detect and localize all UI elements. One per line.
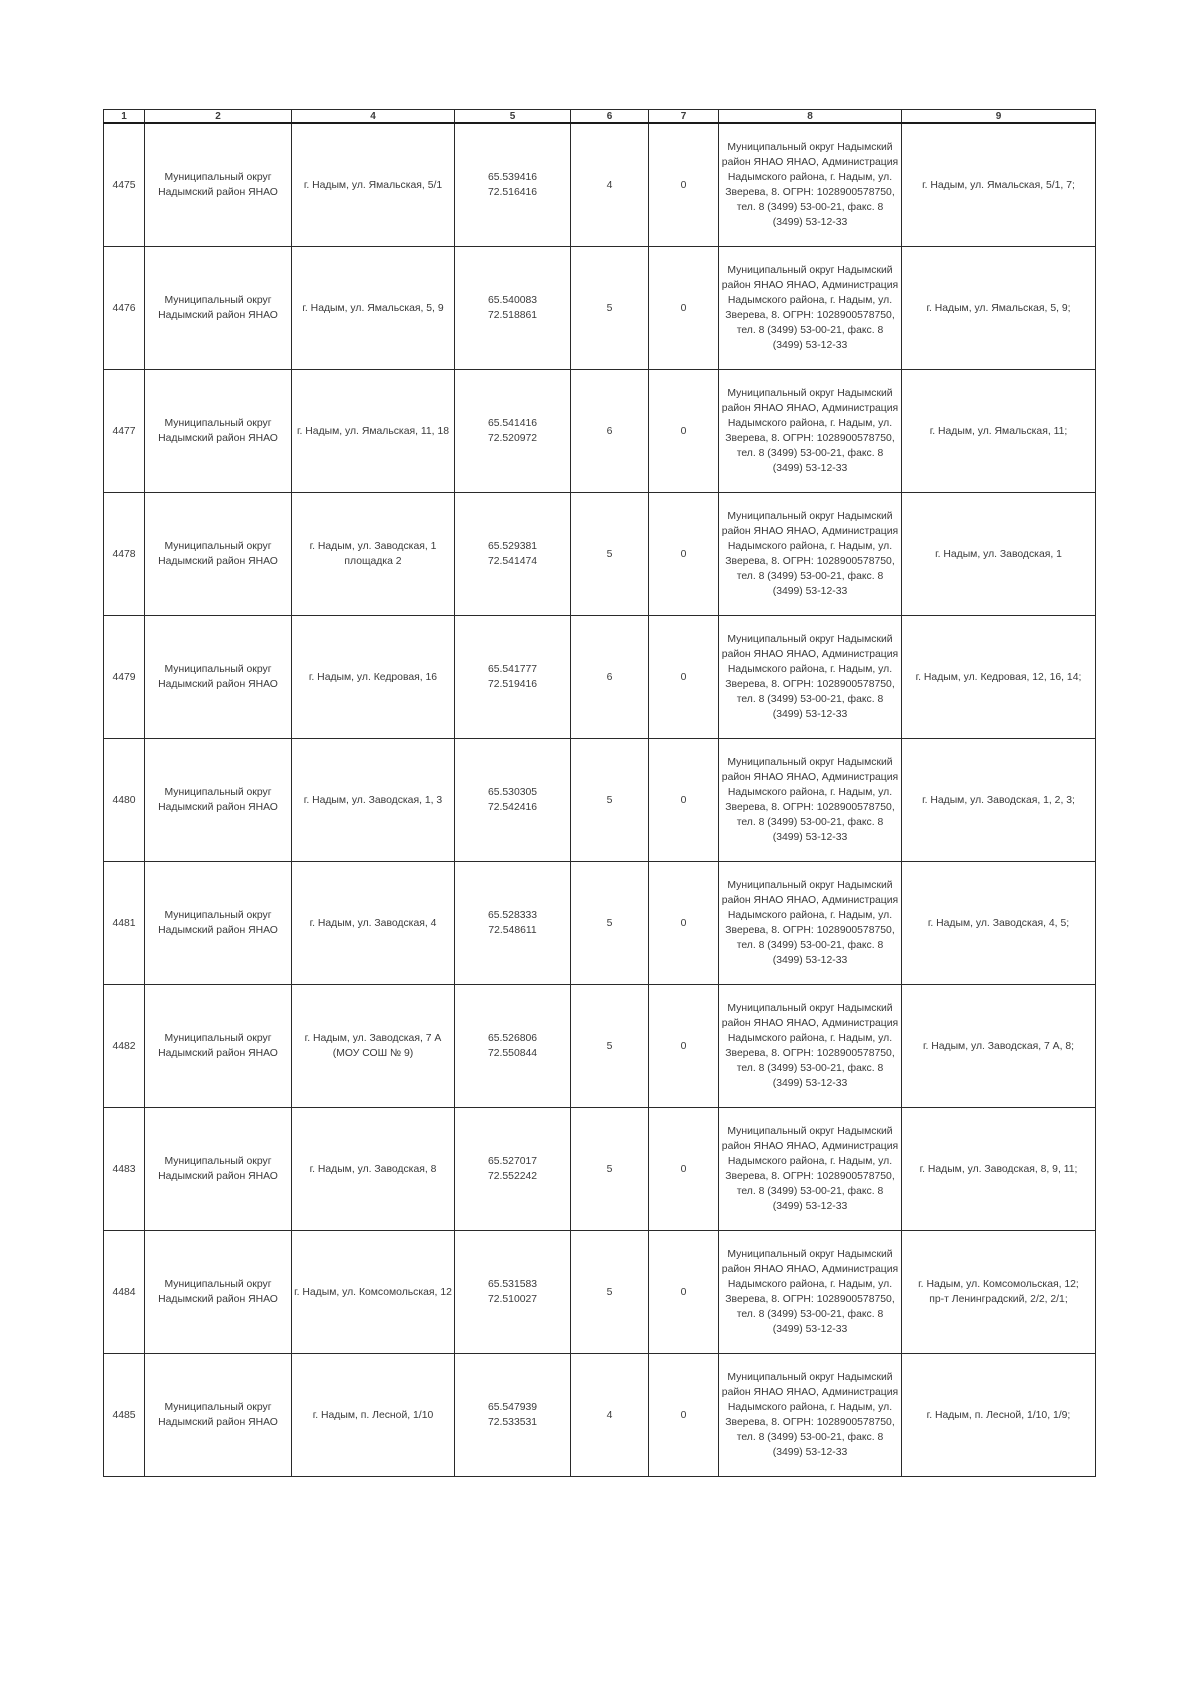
latitude: 65.540083 — [487, 295, 538, 306]
table-row — [104, 739, 1096, 862]
sources-cell — [902, 616, 1096, 739]
sources-text: г. Надым, ул. Комсомольская, 12; пр-т Ленинградский, 2/2, 2/1; — [918, 1279, 1079, 1305]
container-count-cell: 5 — [571, 1231, 649, 1354]
container-count-cell: 5 — [571, 985, 649, 1108]
sources-cell — [902, 739, 1096, 862]
row-number-cell: 4482 — [104, 985, 145, 1108]
address-cell: г. Надым, ул. Ямальская, 5, 9 — [292, 247, 455, 370]
volume-cell: 0 — [649, 1231, 719, 1354]
longitude: 72.552242 — [487, 1171, 538, 1182]
table-row — [104, 370, 1096, 493]
table-row — [104, 247, 1096, 370]
header-row — [104, 110, 1096, 124]
organization-cell: Муниципальный округ Надымский район ЯНАО ЯНАО, Администрация Надымского района, г. Надым, ул. Зверева, 8. ОГРН: 1028900578750, тел. 8 (3499) 53-00-21, факс. 8 (3499) 53-12-33 — [719, 616, 902, 739]
owner-cell: Муниципальный округ Надымский район ЯНАО — [145, 370, 292, 493]
row-number-cell: 4484 — [104, 1231, 145, 1354]
sources-text: г. Надым, ул. Ямальская, 5, 9; — [926, 302, 1071, 314]
sources-cell — [902, 123, 1096, 247]
longitude: 72.548611 — [488, 925, 537, 936]
sources-text: г. Надым, п. Лесной, 1/10, 1/9; — [926, 1409, 1071, 1421]
column-header: 5 — [455, 110, 571, 124]
longitude: 72.520972 — [487, 433, 538, 444]
organization-cell: Муниципальный округ Надымский район ЯНАО ЯНАО, Администрация Надымского района, г. Надым, ул. Зверева, 8. ОГРН: 1028900578750, тел. 8 (3499) 53-00-21, факс. 8 (3499) 53-12-33 — [719, 1354, 902, 1477]
longitude: 72.518861 — [487, 310, 538, 321]
coordinates-cell — [455, 1108, 571, 1231]
organization-cell: Муниципальный округ Надымский район ЯНАО ЯНАО, Администрация Надымского района, г. Надым, ул. Зверева, 8. ОГРН: 1028900578750, тел. 8 (3499) 53-00-21, факс. 8 (3499) 53-12-33 — [719, 247, 902, 370]
latitude: 65.528333 — [487, 910, 538, 921]
latitude: 65.526806 — [487, 1033, 538, 1044]
address-cell: г. Надым, ул. Кедровая, 16 — [292, 616, 455, 739]
latitude: 65.529381 — [487, 541, 538, 552]
longitude: 72.550844 — [487, 1048, 538, 1059]
registry-table — [103, 109, 1096, 1477]
organization-cell: Муниципальный округ Надымский район ЯНАО ЯНАО, Администрация Надымского района, г. Надым, ул. Зверева, 8. ОГРН: 1028900578750, тел. 8 (3499) 53-00-21, факс. 8 (3499) 53-12-33 — [719, 123, 902, 247]
coordinates-cell — [455, 370, 571, 493]
owner-cell: Муниципальный округ Надымский район ЯНАО — [145, 1231, 292, 1354]
container-count-cell: 6 — [571, 616, 649, 739]
volume-cell: 0 — [649, 739, 719, 862]
table-row — [104, 862, 1096, 985]
address-cell: г. Надым, ул. Заводская, 1, 3 — [292, 739, 455, 862]
owner-cell: Муниципальный округ Надымский район ЯНАО — [145, 985, 292, 1108]
container-count-cell: 5 — [571, 739, 649, 862]
latitude: 65.527017 — [487, 1156, 538, 1167]
container-count-cell: 5 — [571, 862, 649, 985]
sources-cell — [902, 985, 1096, 1108]
volume-cell: 0 — [649, 1354, 719, 1477]
coordinates-cell — [455, 493, 571, 616]
column-header: 8 — [719, 110, 902, 124]
container-count-cell: 5 — [571, 247, 649, 370]
address-cell: г. Надым, ул. Заводская, 7 А (МОУ СОШ № 9) — [292, 985, 455, 1108]
coordinates-cell — [455, 985, 571, 1108]
longitude: 72.510027 — [487, 1294, 538, 1305]
address-cell: г. Надым, ул. Заводская, 4 — [292, 862, 455, 985]
address-cell: г. Надым, ул. Комсомольская, 12 — [292, 1231, 455, 1354]
table-row — [104, 493, 1096, 616]
volume-cell: 0 — [649, 616, 719, 739]
owner-cell: Муниципальный округ Надымский район ЯНАО — [145, 862, 292, 985]
longitude: 72.516416 — [487, 187, 538, 198]
latitude: 65.541777 — [487, 664, 538, 675]
latitude: 65.541416 — [487, 418, 538, 429]
table-row — [104, 1354, 1096, 1477]
owner-cell: Муниципальный округ Надымский район ЯНАО — [145, 1108, 292, 1231]
owner-cell: Муниципальный округ Надымский район ЯНАО — [145, 1354, 292, 1477]
table-row — [104, 985, 1096, 1108]
volume-cell: 0 — [649, 370, 719, 493]
owner-cell: Муниципальный округ Надымский район ЯНАО — [145, 493, 292, 616]
longitude: 72.519416 — [487, 679, 538, 690]
coordinates-cell — [455, 123, 571, 247]
container-count-cell: 6 — [571, 370, 649, 493]
organization-cell: Муниципальный округ Надымский район ЯНАО ЯНАО, Администрация Надымского района, г. Надым, ул. Зверева, 8. ОГРН: 1028900578750, тел. 8 (3499) 53-00-21, факс. 8 (3499) 53-12-33 — [719, 1231, 902, 1354]
owner-cell: Муниципальный округ Надымский район ЯНАО — [145, 739, 292, 862]
table-row — [104, 123, 1096, 247]
container-count-cell: 5 — [571, 1108, 649, 1231]
coordinates-cell — [455, 616, 571, 739]
sources-cell — [902, 862, 1096, 985]
table-row — [104, 1108, 1096, 1231]
organization-cell: Муниципальный округ Надымский район ЯНАО ЯНАО, Администрация Надымского района, г. Надым, ул. Зверева, 8. ОГРН: 1028900578750, тел. 8 (3499) 53-00-21, факс. 8 (3499) 53-12-33 — [719, 493, 902, 616]
column-header: 1 — [104, 110, 145, 124]
sources-text: г. Надым, ул. Заводская, 1, 2, 3; — [922, 794, 1075, 806]
organization-cell: Муниципальный округ Надымский район ЯНАО ЯНАО, Администрация Надымского района, г. Надым, ул. Зверева, 8. ОГРН: 1028900578750, тел. 8 (3499) 53-00-21, факс. 8 (3499) 53-12-33 — [719, 370, 902, 493]
row-number-cell: 4475 — [104, 123, 145, 247]
owner-cell: Муниципальный округ Надымский район ЯНАО — [145, 247, 292, 370]
column-header: 4 — [292, 110, 455, 124]
organization-cell: Муниципальный округ Надымский район ЯНАО ЯНАО, Администрация Надымского района, г. Надым, ул. Зверева, 8. ОГРН: 1028900578750, тел. 8 (3499) 53-00-21, факс. 8 (3499) 53-12-33 — [719, 862, 902, 985]
address-cell: г. Надым, ул. Ямальская, 5/1 — [292, 123, 455, 247]
sources-text: г. Надым, ул. Заводская, 7 А, 8; — [922, 1040, 1075, 1052]
column-header: 9 — [902, 110, 1096, 124]
latitude: 65.547939 — [487, 1402, 538, 1413]
row-number-cell: 4477 — [104, 370, 145, 493]
address-cell: г. Надым, ул. Заводская, 8 — [292, 1108, 455, 1231]
sources-cell — [902, 1108, 1096, 1231]
coordinates-cell — [455, 739, 571, 862]
row-number-cell: 4478 — [104, 493, 145, 616]
container-count-cell: 5 — [571, 493, 649, 616]
row-number-cell: 4485 — [104, 1354, 145, 1477]
row-number-cell: 4480 — [104, 739, 145, 862]
table-row — [104, 616, 1096, 739]
sources-cell — [902, 370, 1096, 493]
coordinates-cell — [455, 247, 571, 370]
longitude: 72.541474 — [487, 556, 538, 567]
column-header: 7 — [649, 110, 719, 124]
container-count-cell: 4 — [571, 123, 649, 247]
sources-text: г. Надым, ул. Заводская, 8, 9, 11; — [919, 1163, 1078, 1175]
coordinates-cell — [455, 1354, 571, 1477]
coordinates-cell — [455, 1231, 571, 1354]
sources-cell — [902, 247, 1096, 370]
column-header: 6 — [571, 110, 649, 124]
sources-cell — [902, 1354, 1096, 1477]
sources-text: г. Надым, ул. Заводская, 1 — [935, 548, 1062, 560]
address-cell: г. Надым, ул. Заводская, 1 площадка 2 — [292, 493, 455, 616]
row-number-cell: 4476 — [104, 247, 145, 370]
volume-cell: 0 — [649, 123, 719, 247]
latitude: 65.539416 — [487, 172, 538, 183]
longitude: 72.542416 — [487, 802, 538, 813]
volume-cell: 0 — [649, 247, 719, 370]
coordinates-cell — [455, 862, 571, 985]
sources-text: г. Надым, ул. Кедровая, 12, 16, 14; — [915, 671, 1082, 683]
address-cell: г. Надым, ул. Ямальская, 11, 18 — [292, 370, 455, 493]
row-number-cell: 4481 — [104, 862, 145, 985]
row-number-cell: 4483 — [104, 1108, 145, 1231]
column-header: 2 — [145, 110, 292, 124]
latitude: 65.530305 — [487, 787, 538, 798]
volume-cell: 0 — [649, 985, 719, 1108]
container-count-cell: 4 — [571, 1354, 649, 1477]
sources-cell — [902, 493, 1096, 616]
sources-text: г. Надым, ул. Ямальская, 5/1, 7; — [922, 179, 1075, 191]
organization-cell: Муниципальный округ Надымский район ЯНАО ЯНАО, Администрация Надымского района, г. Надым, ул. Зверева, 8. ОГРН: 1028900578750, тел. 8 (3499) 53-00-21, факс. 8 (3499) 53-12-33 — [719, 985, 902, 1108]
row-number-cell: 4479 — [104, 616, 145, 739]
table-row — [104, 1231, 1096, 1354]
latitude: 65.531583 — [487, 1279, 538, 1290]
sources-text: г. Надым, ул. Ямальская, 11; — [929, 425, 1068, 437]
volume-cell: 0 — [649, 493, 719, 616]
owner-cell: Муниципальный округ Надымский район ЯНАО — [145, 616, 292, 739]
sources-text: г. Надым, ул. Заводская, 4, 5; — [927, 917, 1070, 929]
organization-cell: Муниципальный округ Надымский район ЯНАО ЯНАО, Администрация Надымского района, г. Надым, ул. Зверева, 8. ОГРН: 1028900578750, тел. 8 (3499) 53-00-21, факс. 8 (3499) 53-12-33 — [719, 1108, 902, 1231]
volume-cell: 0 — [649, 1108, 719, 1231]
volume-cell: 0 — [649, 862, 719, 985]
address-cell: г. Надым, п. Лесной, 1/10 — [292, 1354, 455, 1477]
sources-cell — [902, 1231, 1096, 1354]
longitude: 72.533531 — [487, 1417, 538, 1428]
owner-cell: Муниципальный округ Надымский район ЯНАО — [145, 123, 292, 247]
organization-cell: Муниципальный округ Надымский район ЯНАО ЯНАО, Администрация Надымского района, г. Надым, ул. Зверева, 8. ОГРН: 1028900578750, тел. 8 (3499) 53-00-21, факс. 8 (3499) 53-12-33 — [719, 739, 902, 862]
